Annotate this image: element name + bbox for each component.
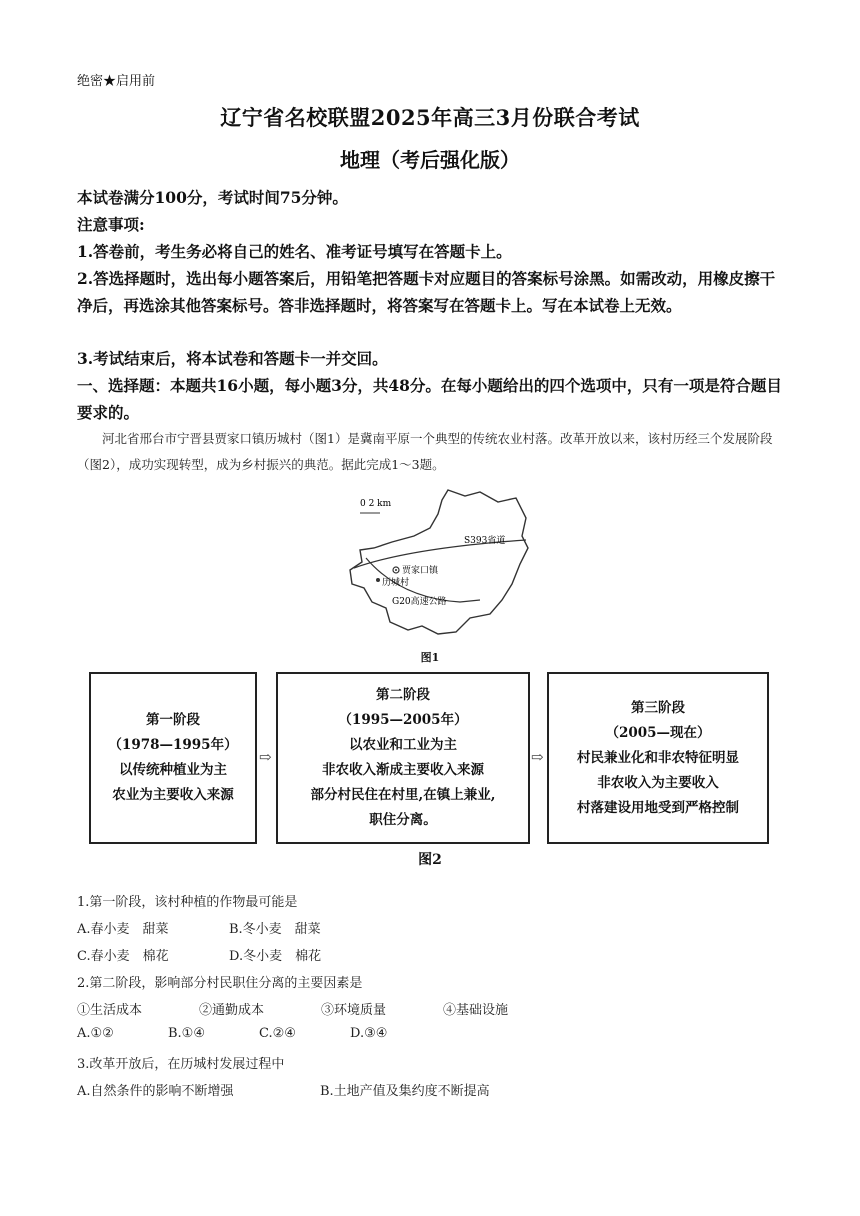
stage3-line2: 非农收入为主要收入 — [597, 774, 719, 791]
question-intro: 河北省邢台市宁晋县贾家口镇历城村（图1）是冀南平原一个典型的传统农业村落。改革开放以来，该村历经三个发展阶段（图2），成功实现转型，成为乡村振兴的典范。据此完成1～3题。 — [77, 431, 773, 472]
stage2-box — [276, 672, 530, 844]
stage3-title: 第三阶段 — [631, 699, 685, 716]
q1-option-a: A.春小麦 甜菜 — [77, 922, 169, 937]
q1-options-row1 — [77, 918, 321, 937]
exam-title: 辽宁省名校联盟2025年高三3月份联合考试 — [220, 105, 640, 130]
stage1-line1: 以传统种植业为主 — [119, 762, 227, 778]
stage1-period: （1978—1995年） — [108, 737, 238, 753]
stage2-line2: 非农收入渐成主要收入来源 — [322, 762, 484, 778]
notice-heading: 注意事项: — [77, 215, 145, 234]
q2-option-a: A.①② — [77, 1026, 114, 1041]
stage2-title: 第二阶段 — [376, 687, 430, 703]
q2-options — [77, 1026, 387, 1041]
stage2-line3: 部分村民住在村里,在镇上兼业, — [310, 787, 496, 803]
notice-item-2: 2.答选择题时，选出每小题答案后，用铅笔把答题卡对应题目的答案标号涂黑。如需改动，用橡皮擦干净后，再选涂其他答案标号。答非选择题时，将答案写在答题卡上。写在本试卷上无效。 — [77, 269, 776, 315]
q2-items — [77, 999, 508, 1018]
q3-option-b: B.土地产值及集约度不断提高 — [320, 1084, 490, 1099]
label-town: 贾家口镇 — [402, 566, 439, 576]
section-heading: 一、选择题：本题共16小题，每小题3分，共48分。在每小题给出的四个选项中，只有一项是符合题目要求的。 — [77, 376, 782, 422]
stage1-title: 第一阶段 — [146, 712, 200, 728]
stage3-period: （2005—现在） — [605, 724, 711, 741]
score-line: 本试卷满分100分，考试时间75分钟。 — [77, 188, 348, 207]
q3-option-a: A.自然条件的影响不断增强 — [77, 1084, 234, 1099]
secret-label: 绝密★启用前 — [77, 74, 156, 89]
q1-stem: 1.第一阶段，该村种植的作物最可能是 — [77, 895, 298, 910]
arrow-icon: ⇨ — [259, 748, 272, 766]
stage1-box — [89, 672, 257, 844]
arrow-icon: ⇨ — [531, 748, 544, 766]
stage3-box — [547, 672, 769, 844]
figure2-caption: 图2 — [418, 852, 442, 868]
stage2-period: （1995—2005年） — [338, 712, 468, 728]
q1-option-c: C.春小麦 棉花 — [77, 949, 169, 964]
stage2-line4: 职住分离。 — [369, 812, 437, 828]
village-marker — [376, 578, 380, 582]
figure1-map — [330, 488, 540, 638]
q2-item-1: ①生活成本 — [77, 1003, 143, 1018]
q2-option-d: D.③④ — [350, 1026, 388, 1041]
label-g20: G20高速公路 — [392, 597, 447, 607]
scale-label: 0 2 km — [360, 499, 392, 509]
town-marker-dot — [395, 569, 397, 571]
stage3-line1: 村民兼业化和非农特征明显 — [577, 749, 739, 766]
q1-option-d: D.冬小麦 棉花 — [229, 949, 322, 964]
q2-option-c: C.②④ — [259, 1026, 296, 1041]
stage3-line3: 村落建设用地受到严格控制 — [577, 799, 739, 816]
label-village: 历城村 — [382, 578, 410, 588]
q2-item-4: ④基础设施 — [443, 1003, 509, 1018]
q1-options-row2 — [77, 945, 321, 964]
notice-item-3: 3.考试结束后，将本试卷和答题卡一并交回。 — [77, 349, 388, 368]
q2-option-b: B.①④ — [168, 1026, 205, 1041]
q2-item-2: ②通勤成本 — [199, 1003, 265, 1018]
stage1-line2: 农业为主要收入来源 — [112, 787, 234, 803]
q2-stem: 2.第二阶段，影响部分村民职住分离的主要因素是 — [77, 976, 363, 991]
q2-item-3: ③环境质量 — [321, 1003, 387, 1018]
notice-item-1: 1.答卷前，考生务必将自己的姓名、准考证号填写在答题卡上。 — [77, 242, 512, 261]
exam-subtitle: 地理（考后强化版） — [340, 148, 520, 172]
q3-stem: 3.改革开放后，在历城村发展过程中 — [77, 1057, 285, 1072]
figure1-caption: 图1 — [420, 651, 440, 664]
label-s393: S393省道 — [464, 536, 506, 546]
q3-options — [77, 1080, 490, 1099]
county-boundary — [350, 490, 528, 634]
q1-option-b: B.冬小麦 甜菜 — [229, 922, 321, 937]
stage2-line1: 以农业和工业为主 — [349, 737, 457, 753]
